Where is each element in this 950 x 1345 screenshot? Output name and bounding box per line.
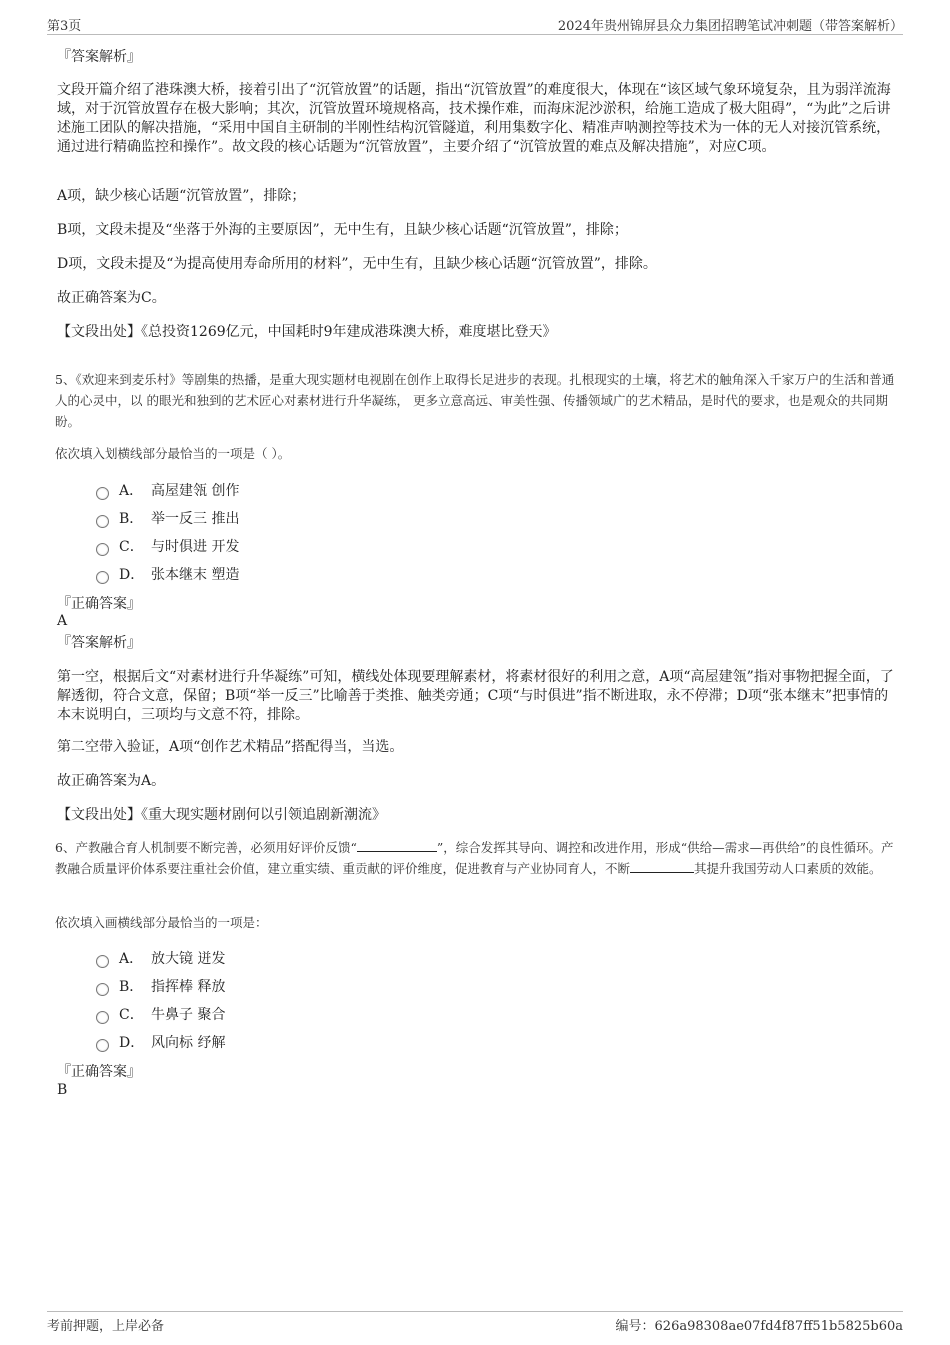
radio-icon[interactable] xyxy=(96,1039,109,1052)
q4-option-d-analysis: D项，文段未提及“为提高使用寿命所用的材料”，无中生有，且缺少核心话题“沉管放置”，排除。 xyxy=(57,256,657,272)
q5-options xyxy=(96,476,239,588)
q4-option-a-analysis: A项，缺少核心话题“沉管放置”，排除； xyxy=(57,188,306,204)
option-letter: C． xyxy=(119,539,144,555)
q4-option-b-analysis: B项，文段未提及“坐落于外海的主要原因”，无中生有，且缺少核心话题“沉管放置”，排除； xyxy=(57,222,628,238)
q6-options xyxy=(96,944,225,1056)
page-header xyxy=(47,12,903,35)
q5-option-a[interactable] xyxy=(96,476,239,504)
q6-option-b[interactable] xyxy=(96,972,225,1000)
radio-icon[interactable] xyxy=(96,543,109,556)
document-title: 2024年贵州锦屏县众力集团招聘笔试冲刺题（带答案解析） xyxy=(557,19,903,34)
option-letter: B． xyxy=(119,511,144,527)
q6-stem-part-2: ”，综合发挥其导向、调控和改进作用，形成“供给—需求—再供给”的良性循环。产教融合质量评价体系要注重社会价值，建立重实绩、重贡献的评价维度，促进教育与产业协同育人，不断 xyxy=(55,840,894,876)
q4-analysis-text: 文段开篇介绍了港珠澳大桥，接着引出了“沉管放置”的话题，指出“沉管放置”的难度很大，体现在“该区域气象环境复杂，且为弱洋流海域，对于沉管放置存在极大影响；其次，沉管放置环境规格高，技术操作难，而海床泥沙淤积，给施工造成了极大阻碍”，“为此”之后讲述施工团队的解决措施，“采用中国自主研制的半刚性结构沉管隧道，利用集数字化、精准声呐测控等技术为一体的无人对接沉管系统，通过进行精确监控和操作”。故文段的核心话题为“沉管放置”，主要介绍了“沉管放置的难点及解决措施”，对应C项。 xyxy=(57,82,891,155)
option-text: 举一反三 推出 xyxy=(151,511,240,527)
q4-analysis-label: 『答案解析』 xyxy=(57,49,141,65)
q6-option-a[interactable] xyxy=(96,944,225,972)
q5-option-d[interactable] xyxy=(96,560,239,588)
q5-answer-label: 『正确答案』 xyxy=(57,596,141,612)
q5-analysis-second: 第二空带入验证，A项“创作艺术精品”搭配得当，当选。 xyxy=(57,739,404,755)
option-letter: A． xyxy=(119,951,144,967)
option-letter: A． xyxy=(119,483,144,499)
blank-1 xyxy=(357,839,437,852)
q5-prompt: 依次填入划横线部分最恰当的一项是（ ）。 xyxy=(55,446,291,461)
q5-source: 【文段出处】《重大现实题材剧何以引领追剧新潮流》 xyxy=(57,807,386,823)
option-text: 高屋建瓴 创作 xyxy=(151,483,240,499)
footer-slogan: 考前押题，上岸必备 xyxy=(47,1319,165,1334)
q6-option-d[interactable] xyxy=(96,1028,225,1056)
option-text: 放大镜 迸发 xyxy=(151,951,226,967)
q4-source: 【文段出处】《总投资1269亿元，中国耗时9年建成港珠澳大桥，难度堪比登天》 xyxy=(57,324,557,340)
q4-conclusion: 故正确答案为C。 xyxy=(57,290,166,306)
q6-option-c[interactable] xyxy=(96,1000,225,1028)
document-code: 编号：626a98308ae07fd4f87ff51b5825b60a xyxy=(615,1319,903,1334)
radio-icon[interactable] xyxy=(96,1011,109,1024)
q5-answer: A xyxy=(57,613,68,629)
radio-icon[interactable] xyxy=(96,571,109,584)
option-text: 张本继末 塑造 xyxy=(151,567,240,583)
q6-stem xyxy=(55,837,895,879)
page-number: 第3页 xyxy=(47,19,82,34)
q5-analysis-label: 『答案解析』 xyxy=(57,635,141,651)
option-letter: D． xyxy=(119,1035,145,1051)
q5-analysis-text: 第一空，根据后文“对素材进行升华凝练”可知，横线处体现要理解素材，将素材很好的利用之意，A项“高屋建瓴”指对事物把握全面，了解透彻，符合文意，保留；B项“举一反三”比喻善于类推、触类旁通；C项“与时俱进”指不断进取，永不停滞；D项“张本继末”把事情的本末说明白，三项均与文意不符，排除。 xyxy=(57,669,894,723)
radio-icon[interactable] xyxy=(96,983,109,996)
blank-2 xyxy=(630,860,694,873)
radio-icon[interactable] xyxy=(96,955,109,968)
q6-answer: B xyxy=(57,1082,68,1098)
option-text: 与时俱进 开发 xyxy=(151,539,240,555)
q5-option-c[interactable] xyxy=(96,532,239,560)
option-letter: C． xyxy=(119,1007,144,1023)
radio-icon[interactable] xyxy=(96,487,109,500)
option-letter: D． xyxy=(119,567,145,583)
option-text: 指挥棒 释放 xyxy=(151,979,226,995)
page-footer xyxy=(47,1311,903,1336)
option-text: 牛鼻子 聚合 xyxy=(151,1007,226,1023)
q6-answer-label: 『正确答案』 xyxy=(57,1064,141,1080)
q5-conclusion: 故正确答案为A。 xyxy=(57,773,166,789)
option-letter: B． xyxy=(119,979,144,995)
q6-prompt: 依次填入画横线部分最恰当的一项是： xyxy=(55,915,268,930)
q5-option-b[interactable] xyxy=(96,504,239,532)
q6-stem-part-3: 其提升我国劳动人口素质的效能。 xyxy=(694,861,882,876)
q6-stem-part-1: 6、产教融合育人机制要不断完善，必须用好评价反馈“ xyxy=(55,840,357,855)
radio-icon[interactable] xyxy=(96,515,109,528)
q5-stem: 5、《欢迎来到麦乐村》等剧集的热播，是重大现实题材电视剧在创作上取得长足进步的表现。扎根现实的土壤，将艺术的触角深入千家万户的生活和普通人的心灵中，以 的眼光和独到的艺术匠心对素材进行升华凝练， 更多立意高远、审美性强、传播领域广的艺术精品，是时代的要求，也是观众的共同期盼。 xyxy=(55,372,895,429)
option-text: 风向标 纾解 xyxy=(151,1035,226,1051)
